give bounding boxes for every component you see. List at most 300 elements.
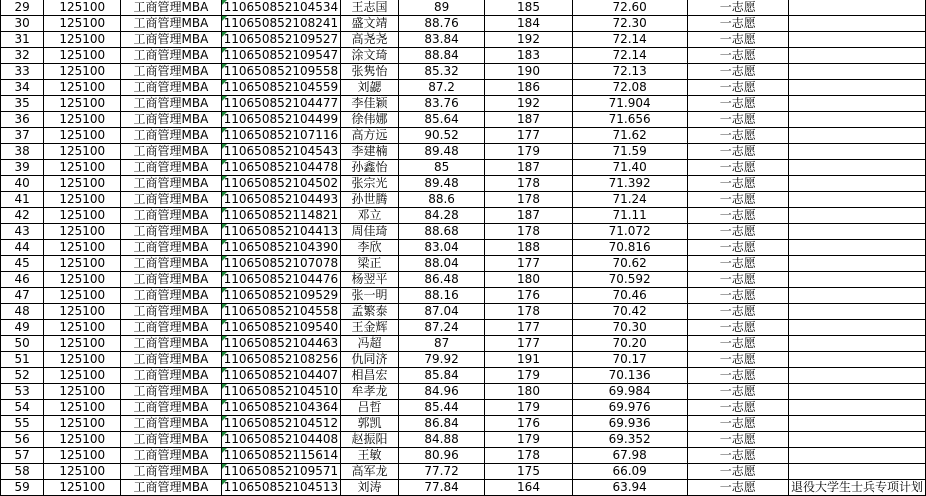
total-score-cell[interactable]: 70.136	[572, 368, 687, 384]
preference-cell[interactable]: 一志愿	[687, 256, 788, 272]
preference-cell[interactable]: 一志愿	[687, 80, 788, 96]
initial-score-cell[interactable]: 175	[485, 464, 572, 480]
preference-cell[interactable]: 一志愿	[687, 352, 788, 368]
total-score-cell[interactable]: 72.30	[572, 16, 687, 32]
major-name-cell[interactable]: 工商管理MBA	[121, 400, 221, 416]
preference-cell[interactable]: 一志愿	[687, 272, 788, 288]
candidate-name-cell[interactable]: 张隽怡	[341, 64, 399, 80]
initial-score-cell[interactable]: 185	[485, 0, 572, 16]
retest-score-cell[interactable]: 87	[398, 336, 484, 352]
major-name-cell[interactable]: 工商管理MBA	[121, 112, 221, 128]
total-score-cell[interactable]: 70.816	[572, 240, 687, 256]
initial-score-cell[interactable]: 180	[485, 272, 572, 288]
total-score-cell[interactable]: 67.98	[572, 448, 687, 464]
major-name-cell[interactable]: 工商管理MBA	[121, 160, 221, 176]
remark-cell[interactable]	[788, 288, 925, 304]
retest-score-cell[interactable]: 89.48	[398, 176, 484, 192]
retest-score-cell[interactable]: 84.28	[398, 208, 484, 224]
remark-cell[interactable]	[788, 368, 925, 384]
major-name-cell[interactable]: 工商管理MBA	[121, 48, 221, 64]
major-name-cell[interactable]: 工商管理MBA	[121, 192, 221, 208]
remark-cell[interactable]	[788, 48, 925, 64]
major-code-cell[interactable]: 125100	[44, 16, 121, 32]
total-score-cell[interactable]: 70.62	[572, 256, 687, 272]
exam-number-cell[interactable]: 110650852104559	[221, 80, 341, 96]
preference-cell[interactable]: 一志愿	[687, 224, 788, 240]
preference-cell[interactable]: 一志愿	[687, 16, 788, 32]
total-score-cell[interactable]: 72.08	[572, 80, 687, 96]
candidate-name-cell[interactable]: 孟繁泰	[341, 304, 399, 320]
initial-score-cell[interactable]: 178	[485, 304, 572, 320]
row-number-cell[interactable]: 59	[1, 480, 44, 496]
preference-cell[interactable]: 一志愿	[687, 192, 788, 208]
exam-number-cell[interactable]: 110650852104364	[221, 400, 341, 416]
candidate-name-cell[interactable]: 牟孝龙	[341, 384, 399, 400]
preference-cell[interactable]: 一志愿	[687, 336, 788, 352]
exam-number-cell[interactable]: 110650852107078	[221, 256, 341, 272]
initial-score-cell[interactable]: 178	[485, 448, 572, 464]
candidate-name-cell[interactable]: 高尧尧	[341, 32, 399, 48]
major-code-cell[interactable]: 125100	[44, 32, 121, 48]
major-code-cell[interactable]: 125100	[44, 416, 121, 432]
initial-score-cell[interactable]: 176	[485, 288, 572, 304]
major-code-cell[interactable]: 125100	[44, 304, 121, 320]
total-score-cell[interactable]: 63.94	[572, 480, 687, 496]
initial-score-cell[interactable]: 191	[485, 352, 572, 368]
remark-cell[interactable]	[788, 416, 925, 432]
initial-score-cell[interactable]: 180	[485, 384, 572, 400]
row-number-cell[interactable]: 46	[1, 272, 44, 288]
candidate-name-cell[interactable]: 王敏	[341, 448, 399, 464]
preference-cell[interactable]: 一志愿	[687, 384, 788, 400]
total-score-cell[interactable]: 71.656	[572, 112, 687, 128]
remark-cell[interactable]	[788, 112, 925, 128]
major-code-cell[interactable]: 125100	[44, 288, 121, 304]
total-score-cell[interactable]: 71.62	[572, 128, 687, 144]
total-score-cell[interactable]: 71.904	[572, 96, 687, 112]
remark-cell[interactable]	[788, 352, 925, 368]
remark-cell[interactable]	[788, 176, 925, 192]
major-name-cell[interactable]: 工商管理MBA	[121, 464, 221, 480]
remark-cell[interactable]	[788, 304, 925, 320]
preference-cell[interactable]: 一志愿	[687, 128, 788, 144]
initial-score-cell[interactable]: 177	[485, 336, 572, 352]
remark-cell[interactable]	[788, 256, 925, 272]
total-score-cell[interactable]: 72.60	[572, 0, 687, 16]
remark-cell[interactable]	[788, 192, 925, 208]
candidate-name-cell[interactable]: 相昌宏	[341, 368, 399, 384]
major-name-cell[interactable]: 工商管理MBA	[121, 416, 221, 432]
remark-cell[interactable]	[788, 128, 925, 144]
row-number-cell[interactable]: 38	[1, 144, 44, 160]
exam-number-cell[interactable]: 110650852104476	[221, 272, 341, 288]
remark-cell[interactable]	[788, 208, 925, 224]
major-name-cell[interactable]: 工商管理MBA	[121, 240, 221, 256]
initial-score-cell[interactable]: 177	[485, 320, 572, 336]
initial-score-cell[interactable]: 187	[485, 160, 572, 176]
initial-score-cell[interactable]: 177	[485, 256, 572, 272]
row-number-cell[interactable]: 31	[1, 32, 44, 48]
exam-number-cell[interactable]: 110650852109527	[221, 32, 341, 48]
candidate-name-cell[interactable]: 梁正	[341, 256, 399, 272]
remark-cell[interactable]	[788, 384, 925, 400]
preference-cell[interactable]: 一志愿	[687, 48, 788, 64]
total-score-cell[interactable]: 71.072	[572, 224, 687, 240]
exam-number-cell[interactable]: 110650852108256	[221, 352, 341, 368]
major-name-cell[interactable]: 工商管理MBA	[121, 448, 221, 464]
initial-score-cell[interactable]: 190	[485, 64, 572, 80]
major-code-cell[interactable]: 125100	[44, 64, 121, 80]
row-number-cell[interactable]: 49	[1, 320, 44, 336]
candidate-name-cell[interactable]: 张一明	[341, 288, 399, 304]
major-name-cell[interactable]: 工商管理MBA	[121, 80, 221, 96]
initial-score-cell[interactable]: 183	[485, 48, 572, 64]
preference-cell[interactable]: 一志愿	[687, 480, 788, 496]
exam-number-cell[interactable]: 110650852109540	[221, 320, 341, 336]
total-score-cell[interactable]: 70.17	[572, 352, 687, 368]
exam-number-cell[interactable]: 110650852109558	[221, 64, 341, 80]
initial-score-cell[interactable]: 192	[485, 96, 572, 112]
major-code-cell[interactable]: 125100	[44, 432, 121, 448]
candidate-name-cell[interactable]: 孙鑫怡	[341, 160, 399, 176]
remark-cell[interactable]	[788, 320, 925, 336]
major-name-cell[interactable]: 工商管理MBA	[121, 0, 221, 16]
remark-cell[interactable]	[788, 0, 925, 16]
row-number-cell[interactable]: 35	[1, 96, 44, 112]
candidate-name-cell[interactable]: 赵振阳	[341, 432, 399, 448]
retest-score-cell[interactable]: 87.24	[398, 320, 484, 336]
candidate-name-cell[interactable]: 徐伟娜	[341, 112, 399, 128]
retest-score-cell[interactable]: 84.96	[398, 384, 484, 400]
major-name-cell[interactable]: 工商管理MBA	[121, 368, 221, 384]
row-number-cell[interactable]: 33	[1, 64, 44, 80]
major-code-cell[interactable]: 125100	[44, 464, 121, 480]
preference-cell[interactable]: 一志愿	[687, 464, 788, 480]
remark-cell[interactable]	[788, 400, 925, 416]
retest-score-cell[interactable]: 86.84	[398, 416, 484, 432]
exam-number-cell[interactable]: 110650852104499	[221, 112, 341, 128]
major-name-cell[interactable]: 工商管理MBA	[121, 64, 221, 80]
retest-score-cell[interactable]: 89.48	[398, 144, 484, 160]
exam-number-cell[interactable]: 110650852104407	[221, 368, 341, 384]
major-code-cell[interactable]: 125100	[44, 224, 121, 240]
row-number-cell[interactable]: 44	[1, 240, 44, 256]
preference-cell[interactable]: 一志愿	[687, 368, 788, 384]
exam-number-cell[interactable]: 110650852115614	[221, 448, 341, 464]
candidate-name-cell[interactable]: 郭凯	[341, 416, 399, 432]
retest-score-cell[interactable]: 90.52	[398, 128, 484, 144]
exam-number-cell[interactable]: 110650852108241	[221, 16, 341, 32]
row-number-cell[interactable]: 53	[1, 384, 44, 400]
preference-cell[interactable]: 一志愿	[687, 112, 788, 128]
exam-number-cell[interactable]: 110650852104534	[221, 0, 341, 16]
exam-number-cell[interactable]: 110650852104510	[221, 384, 341, 400]
retest-score-cell[interactable]: 88.04	[398, 256, 484, 272]
candidate-name-cell[interactable]: 涂文琦	[341, 48, 399, 64]
preference-cell[interactable]: 一志愿	[687, 176, 788, 192]
total-score-cell[interactable]: 70.42	[572, 304, 687, 320]
retest-score-cell[interactable]: 87.2	[398, 80, 484, 96]
initial-score-cell[interactable]: 179	[485, 368, 572, 384]
total-score-cell[interactable]: 72.13	[572, 64, 687, 80]
exam-number-cell[interactable]: 110650852104543	[221, 144, 341, 160]
major-code-cell[interactable]: 125100	[44, 336, 121, 352]
exam-number-cell[interactable]: 110650852104502	[221, 176, 341, 192]
remark-cell[interactable]	[788, 96, 925, 112]
remark-cell[interactable]	[788, 64, 925, 80]
preference-cell[interactable]: 一志愿	[687, 0, 788, 16]
total-score-cell[interactable]: 71.24	[572, 192, 687, 208]
retest-score-cell[interactable]: 86.48	[398, 272, 484, 288]
exam-number-cell[interactable]: 110650852104408	[221, 432, 341, 448]
total-score-cell[interactable]: 66.09	[572, 464, 687, 480]
row-number-cell[interactable]: 36	[1, 112, 44, 128]
candidate-name-cell[interactable]: 邓立	[341, 208, 399, 224]
preference-cell[interactable]: 一志愿	[687, 320, 788, 336]
preference-cell[interactable]: 一志愿	[687, 304, 788, 320]
candidate-name-cell[interactable]: 李建楠	[341, 144, 399, 160]
major-code-cell[interactable]: 125100	[44, 176, 121, 192]
major-name-cell[interactable]: 工商管理MBA	[121, 96, 221, 112]
preference-cell[interactable]: 一志愿	[687, 64, 788, 80]
initial-score-cell[interactable]: 179	[485, 400, 572, 416]
remark-cell[interactable]	[788, 160, 925, 176]
candidate-name-cell[interactable]: 周佳琦	[341, 224, 399, 240]
major-code-cell[interactable]: 125100	[44, 448, 121, 464]
major-name-cell[interactable]: 工商管理MBA	[121, 384, 221, 400]
row-number-cell[interactable]: 37	[1, 128, 44, 144]
initial-score-cell[interactable]: 187	[485, 208, 572, 224]
major-name-cell[interactable]: 工商管理MBA	[121, 16, 221, 32]
remark-cell[interactable]	[788, 240, 925, 256]
candidate-name-cell[interactable]: 仇同济	[341, 352, 399, 368]
initial-score-cell[interactable]: 184	[485, 16, 572, 32]
candidate-name-cell[interactable]: 盛文靖	[341, 16, 399, 32]
retest-score-cell[interactable]: 84.88	[398, 432, 484, 448]
candidate-name-cell[interactable]: 王金辉	[341, 320, 399, 336]
row-number-cell[interactable]: 45	[1, 256, 44, 272]
row-number-cell[interactable]: 56	[1, 432, 44, 448]
row-number-cell[interactable]: 52	[1, 368, 44, 384]
total-score-cell[interactable]: 70.592	[572, 272, 687, 288]
major-name-cell[interactable]: 工商管理MBA	[121, 336, 221, 352]
major-code-cell[interactable]: 125100	[44, 144, 121, 160]
major-code-cell[interactable]: 125100	[44, 48, 121, 64]
row-number-cell[interactable]: 42	[1, 208, 44, 224]
major-name-cell[interactable]: 工商管理MBA	[121, 272, 221, 288]
row-number-cell[interactable]: 55	[1, 416, 44, 432]
initial-score-cell[interactable]: 188	[485, 240, 572, 256]
exam-number-cell[interactable]: 110650852109547	[221, 48, 341, 64]
exam-number-cell[interactable]: 110650852104512	[221, 416, 341, 432]
retest-score-cell[interactable]: 77.84	[398, 480, 484, 496]
exam-number-cell[interactable]: 110650852104463	[221, 336, 341, 352]
major-name-cell[interactable]: 工商管理MBA	[121, 352, 221, 368]
preference-cell[interactable]: 一志愿	[687, 160, 788, 176]
row-number-cell[interactable]: 58	[1, 464, 44, 480]
initial-score-cell[interactable]: 178	[485, 176, 572, 192]
total-score-cell[interactable]: 71.11	[572, 208, 687, 224]
major-name-cell[interactable]: 工商管理MBA	[121, 208, 221, 224]
major-code-cell[interactable]: 125100	[44, 128, 121, 144]
exam-number-cell[interactable]: 110650852114821	[221, 208, 341, 224]
candidate-name-cell[interactable]: 高军龙	[341, 464, 399, 480]
row-number-cell[interactable]: 40	[1, 176, 44, 192]
retest-score-cell[interactable]: 85	[398, 160, 484, 176]
retest-score-cell[interactable]: 88.76	[398, 16, 484, 32]
total-score-cell[interactable]: 72.14	[572, 48, 687, 64]
retest-score-cell[interactable]: 88.68	[398, 224, 484, 240]
retest-score-cell[interactable]: 83.04	[398, 240, 484, 256]
total-score-cell[interactable]: 69.936	[572, 416, 687, 432]
retest-score-cell[interactable]: 83.76	[398, 96, 484, 112]
candidate-name-cell[interactable]: 刘涛	[341, 480, 399, 496]
retest-score-cell[interactable]: 85.44	[398, 400, 484, 416]
retest-score-cell[interactable]: 79.92	[398, 352, 484, 368]
total-score-cell[interactable]: 72.14	[572, 32, 687, 48]
remark-cell[interactable]	[788, 448, 925, 464]
major-name-cell[interactable]: 工商管理MBA	[121, 304, 221, 320]
exam-number-cell[interactable]: 110650852104493	[221, 192, 341, 208]
row-number-cell[interactable]: 43	[1, 224, 44, 240]
row-number-cell[interactable]: 48	[1, 304, 44, 320]
major-code-cell[interactable]: 125100	[44, 96, 121, 112]
major-code-cell[interactable]: 125100	[44, 352, 121, 368]
preference-cell[interactable]: 一志愿	[687, 240, 788, 256]
retest-score-cell[interactable]: 88.6	[398, 192, 484, 208]
retest-score-cell[interactable]: 77.72	[398, 464, 484, 480]
row-number-cell[interactable]: 30	[1, 16, 44, 32]
exam-number-cell[interactable]: 110650852104390	[221, 240, 341, 256]
remark-cell[interactable]	[788, 144, 925, 160]
major-code-cell[interactable]: 125100	[44, 400, 121, 416]
major-code-cell[interactable]: 125100	[44, 384, 121, 400]
remark-cell[interactable]	[788, 272, 925, 288]
retest-score-cell[interactable]: 85.64	[398, 112, 484, 128]
exam-number-cell[interactable]: 110650852109571	[221, 464, 341, 480]
retest-score-cell[interactable]: 83.84	[398, 32, 484, 48]
retest-score-cell[interactable]: 88.84	[398, 48, 484, 64]
major-code-cell[interactable]: 125100	[44, 272, 121, 288]
major-name-cell[interactable]: 工商管理MBA	[121, 224, 221, 240]
exam-number-cell[interactable]: 110650852104477	[221, 96, 341, 112]
exam-number-cell[interactable]: 110650852104478	[221, 160, 341, 176]
initial-score-cell[interactable]: 186	[485, 80, 572, 96]
major-name-cell[interactable]: 工商管理MBA	[121, 256, 221, 272]
initial-score-cell[interactable]: 187	[485, 112, 572, 128]
major-code-cell[interactable]: 125100	[44, 480, 121, 496]
retest-score-cell[interactable]: 87.04	[398, 304, 484, 320]
row-number-cell[interactable]: 51	[1, 352, 44, 368]
initial-score-cell[interactable]: 164	[485, 480, 572, 496]
retest-score-cell[interactable]: 89	[398, 0, 484, 16]
remark-cell[interactable]	[788, 432, 925, 448]
preference-cell[interactable]: 一志愿	[687, 432, 788, 448]
remark-cell[interactable]	[788, 80, 925, 96]
major-code-cell[interactable]: 125100	[44, 160, 121, 176]
total-score-cell[interactable]: 71.59	[572, 144, 687, 160]
major-name-cell[interactable]: 工商管理MBA	[121, 32, 221, 48]
total-score-cell[interactable]: 70.30	[572, 320, 687, 336]
preference-cell[interactable]: 一志愿	[687, 416, 788, 432]
row-number-cell[interactable]: 47	[1, 288, 44, 304]
retest-score-cell[interactable]: 85.84	[398, 368, 484, 384]
initial-score-cell[interactable]: 178	[485, 224, 572, 240]
preference-cell[interactable]: 一志愿	[687, 400, 788, 416]
exam-number-cell[interactable]: 110650852104413	[221, 224, 341, 240]
remark-cell[interactable]	[788, 32, 925, 48]
preference-cell[interactable]: 一志愿	[687, 208, 788, 224]
row-number-cell[interactable]: 34	[1, 80, 44, 96]
preference-cell[interactable]: 一志愿	[687, 288, 788, 304]
row-number-cell[interactable]: 54	[1, 400, 44, 416]
candidate-name-cell[interactable]: 孙世腾	[341, 192, 399, 208]
initial-score-cell[interactable]: 192	[485, 32, 572, 48]
row-number-cell[interactable]: 50	[1, 336, 44, 352]
candidate-name-cell[interactable]: 刘勰	[341, 80, 399, 96]
exam-number-cell[interactable]: 110650852109529	[221, 288, 341, 304]
major-code-cell[interactable]: 125100	[44, 0, 121, 16]
initial-score-cell[interactable]: 176	[485, 416, 572, 432]
row-number-cell[interactable]: 32	[1, 48, 44, 64]
candidate-name-cell[interactable]: 高方远	[341, 128, 399, 144]
row-number-cell[interactable]: 39	[1, 160, 44, 176]
total-score-cell[interactable]: 69.976	[572, 400, 687, 416]
major-code-cell[interactable]: 125100	[44, 256, 121, 272]
major-code-cell[interactable]: 125100	[44, 112, 121, 128]
retest-score-cell[interactable]: 88.16	[398, 288, 484, 304]
exam-number-cell[interactable]: 110650852104513	[221, 480, 341, 496]
remark-cell[interactable]	[788, 224, 925, 240]
exam-number-cell[interactable]: 110650852104558	[221, 304, 341, 320]
total-score-cell[interactable]: 71.40	[572, 160, 687, 176]
major-name-cell[interactable]: 工商管理MBA	[121, 144, 221, 160]
preference-cell[interactable]: 一志愿	[687, 96, 788, 112]
total-score-cell[interactable]: 70.46	[572, 288, 687, 304]
remark-cell[interactable]	[788, 464, 925, 480]
remark-cell[interactable]: 退役大学生士兵专项计划	[788, 480, 925, 496]
retest-score-cell[interactable]: 80.96	[398, 448, 484, 464]
total-score-cell[interactable]: 70.20	[572, 336, 687, 352]
initial-score-cell[interactable]: 179	[485, 432, 572, 448]
major-code-cell[interactable]: 125100	[44, 368, 121, 384]
major-name-cell[interactable]: 工商管理MBA	[121, 128, 221, 144]
remark-cell[interactable]	[788, 336, 925, 352]
initial-score-cell[interactable]: 178	[485, 192, 572, 208]
initial-score-cell[interactable]: 179	[485, 144, 572, 160]
major-code-cell[interactable]: 125100	[44, 192, 121, 208]
major-code-cell[interactable]: 125100	[44, 80, 121, 96]
candidate-name-cell[interactable]: 李欣	[341, 240, 399, 256]
major-code-cell[interactable]: 125100	[44, 240, 121, 256]
initial-score-cell[interactable]: 177	[485, 128, 572, 144]
candidate-name-cell[interactable]: 杨翌平	[341, 272, 399, 288]
candidate-name-cell[interactable]: 李佳颖	[341, 96, 399, 112]
exam-number-cell[interactable]: 110650852107116	[221, 128, 341, 144]
major-code-cell[interactable]: 125100	[44, 320, 121, 336]
row-number-cell[interactable]: 41	[1, 192, 44, 208]
retest-score-cell[interactable]: 85.32	[398, 64, 484, 80]
row-number-cell[interactable]: 57	[1, 448, 44, 464]
total-score-cell[interactable]: 69.984	[572, 384, 687, 400]
remark-cell[interactable]	[788, 16, 925, 32]
major-name-cell[interactable]: 工商管理MBA	[121, 432, 221, 448]
major-code-cell[interactable]: 125100	[44, 208, 121, 224]
preference-cell[interactable]: 一志愿	[687, 448, 788, 464]
candidate-name-cell[interactable]: 张宗光	[341, 176, 399, 192]
total-score-cell[interactable]: 69.352	[572, 432, 687, 448]
major-name-cell[interactable]: 工商管理MBA	[121, 176, 221, 192]
